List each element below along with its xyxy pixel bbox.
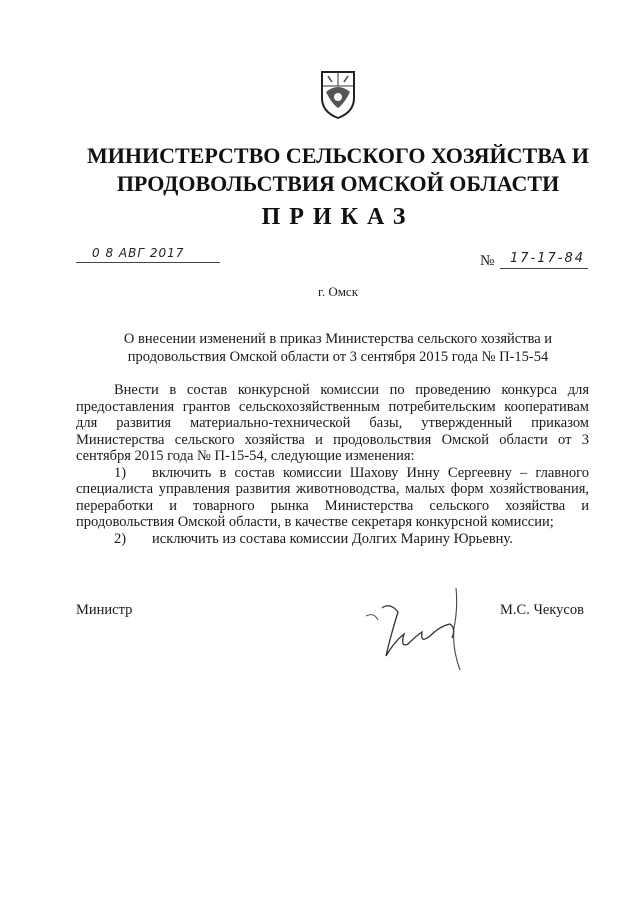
- handwritten-signature: [360, 578, 480, 678]
- date-underline: [76, 262, 220, 263]
- subject-line-1: О внесении изменений в приказ Министерства сельского хозяйства и: [123, 331, 553, 347]
- intro-paragraph: Внести в состав конкурсной комиссии по проведению конкурса для предоставления грантов сельскохозяйственным потребительским кооперативам для развития материально-технической базы, утвержденный приказом Министерства сельского хозяйства и продовольствия Омской области от 3 сентября 2015 года № П-15-54, следующие изменения:: [76, 382, 589, 464]
- subject-line-2: продовольствия Омской области от 3 сентября 2015 года № П-15-54: [127, 349, 549, 365]
- list-item-1: [76, 465, 589, 531]
- ministry-name: [60, 142, 616, 198]
- order-subject: [92, 330, 584, 366]
- ministry-name-line-1: МИНИСТЕРСТВО СЕЛЬСКОГО ХОЗЯЙСТВА И: [86, 143, 590, 168]
- signer-name: М.С. Чекусов: [500, 602, 584, 618]
- order-number: 17-17-84: [510, 251, 586, 266]
- list-item-2: [76, 531, 589, 548]
- list-item-1-number: 1): [114, 464, 127, 481]
- ministry-name-line-2: ПРОДОВОЛЬСТВИЯ ОМСКОЙ ОБЛАСТИ: [116, 171, 560, 196]
- order-body: [76, 382, 589, 547]
- list-item-2-text: исключить из состава комиссии Долгих Марину Юрьевну.: [152, 530, 513, 547]
- order-date: 0 8 АВГ 2017: [92, 246, 185, 260]
- city: г. Омск: [317, 284, 359, 299]
- coat-of-arms-emblem: [318, 68, 358, 120]
- list-item-2-number: 2): [114, 530, 127, 547]
- number-sign: №: [480, 253, 495, 269]
- list-item-1-text: включить в состав комиссии Шахову Инну Сергеевну – главного специалиста управления развития животноводства, малых форм хозяйствования, переработки и товарного рынка Министерства сельского хозяйства и продовольствия Омской области, в качестве секретаря конкурсной комиссии;: [76, 464, 589, 530]
- signer-title: Министр: [76, 602, 133, 618]
- number-underline: [500, 268, 588, 269]
- document-type: ПРИКАЗ: [261, 204, 415, 230]
